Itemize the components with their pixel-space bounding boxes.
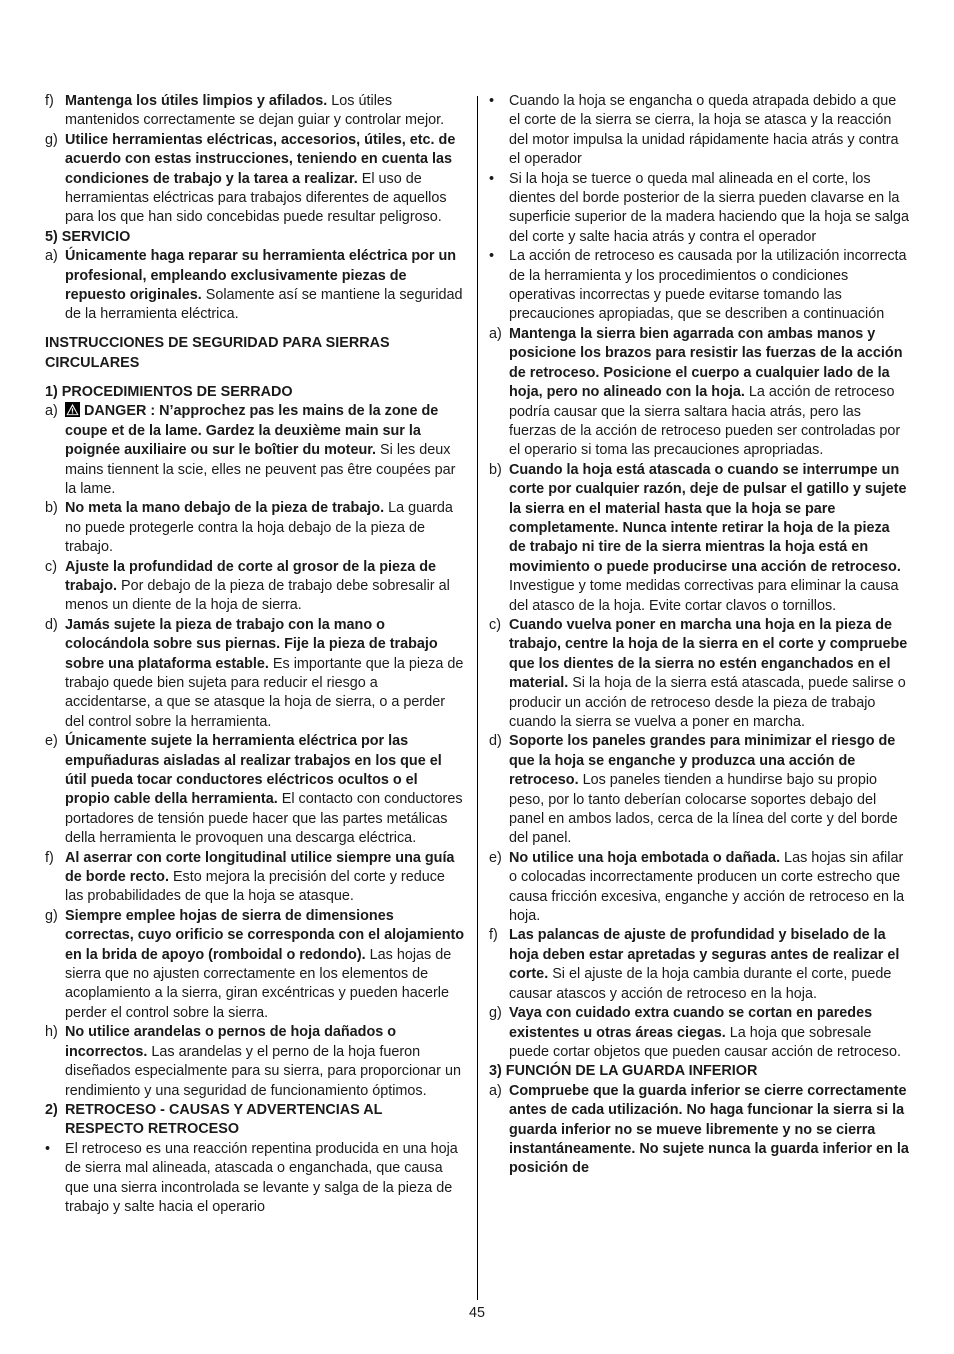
list-item: f) Las palancas de ajuste de profundidad y biselado de la hoja deben estar apretadas y seguras antes de realizar el corte. Si el ajuste de la hoja cambia durante el corte, puede causar atascos y acción de retroceso en la hoja. [489, 927, 900, 1002]
page-number: 45 [468, 1305, 485, 1321]
list-item: a) DANGER : N’approchez pas les mains de la zone de coupe et de la lame. Gardez la deuxième main sur la poignée auxiliaire ou sur le boîtier du moteur. Si les deux mains tiennent la scie, elles ne peuvent pas être coupées par la lame. [45, 403, 456, 497]
section-heading: 3) FUNCIÓN DE LA GUARDA INFERIOR [489, 1063, 758, 1080]
section-heading: 1) PROCEDIMIENTOS DE SERRADO [45, 383, 293, 400]
bullet-item: • Si la hoja se tuerce o queda mal alineada en el corte, los dientes del borde posterior de la sierra pueden clavarse en la superficie superior de la madera haciendo que la hoja se salga del corte y salte hacia atrás y contra el operador [489, 170, 909, 245]
right-column [489, 92, 910, 1179]
list-item: f) Mantenga los útiles limpios y afilados. Los útiles mantenidos correctamente se dejan guiar y controlar mejor. [45, 93, 445, 129]
bullet-item: • El retroceso es una reacción repentina producida en una hoja de sierra mal alineada, atascada o enganchada, que causa que una sierra incontrolada se levante y salga de la pieza de trabajo y salte hacia el operario [45, 1140, 458, 1215]
section-heading: 2) RETROCESO - CAUSAS Y ADVERTENCIAS AL RESPECTO RETROCESO [45, 1101, 383, 1138]
list-item: h) No utilice arandelas o pernos de hoja dañados o incorrectos. Las arandelas y el perno de la hoja fueron diseñados especialmente para su sierra, para proporcionar un rendimiento y una seguridad de funcionamiento óptimos. [45, 1024, 461, 1099]
list-item: d) Jamás sujete la pieza de trabajo con la mano o colocándola sobre sus piernas. Fije la pieza de trabajo sobre una plataforma estable. Es importante que la pieza de trabajo quede bien sujeta para reducir el riesgo a accidentarse, a que se atasque la hoja de sierra, o a perder del control sobre la herramienta. [45, 616, 464, 730]
list-item: c) Ajuste la profundidad de corte al grosor de la pieza de trabajo. Por debajo de la pieza de trabajo debe sobresalir al menos un diente de la hoja de sierra. [45, 558, 450, 614]
list-item: a) Mantenga la sierra bien agarrada con ambas manos y posicione los brazos para resistir las fuerzas de la acción de retroceso. Posicione el cuerpo a cualquier lado de la hoja, pero no alineado con la hoja. La acción de retroceso podría causar que la sierra saltara hacia atrás, pero las fuerzas de la acción de retroceso pueden ser controladas por el operario si toma las precauciones apropriadas. [489, 325, 903, 459]
list-item: f) Al aserrar con corte longitudinal utilice siempre una guía de borde recto. Esto mejora la precisión del corte y reduce las probabilidades de que la hoja se atasque. [45, 849, 455, 905]
list-item: g) Vaya con cuidado extra cuando se cortan en paredes existentes u otras áreas ciegas. La hoja que sobresale puede cortar objetos que pueden causar acción de retroceso. [489, 1005, 902, 1060]
list-item: b) No meta la mano debajo de la pieza de trabajo. La guarda no puede protegerle contra la hoja debajo de la pieza de trabajo. [45, 500, 453, 556]
list-item: b) Cuando la hoja está atascada o cuando se interrumpe un corte por cualquier razón, deje de pulsar el gatillo y sujete la sierra en el material hasta que la hoja se pare completamente. Nunca intente retirar la hoja de la pieza de trabajo ni tire de la sierra mientras la hoja está en movimiento o puede producirse una acción de retroceso. Investigue y tome medidas correctivas para eliminar la causa del atasco de la hoja. Evite cortar clavos o tornillos. [489, 461, 907, 614]
list-item: a) Compruebe que la guarda inferior se cierre correctamente antes de cada utilización. No haga funcionar la sierra si la guarda inferior no se mueve libremente y no se cierra instantáneamente. No sujete nunca la guarda inferior en la posición de [489, 1082, 909, 1177]
warning-triangle-icon [65, 402, 80, 417]
list-item: c) Cuando vuelva poner en marcha una hoja en la pieza de trabajo, centre la hoja de la sierra en el corte y compruebe que los dientes de la sierra no estén enganchados en el material. Si la hoja de la sierra está atascada, puede salirse o producir un acción de retroceso desde la pieza de trabajo cuando la sierra se vuelva a poner en marcha. [489, 616, 908, 730]
list-item: g) Utilice herramientas eléctricas, accesorios, útiles, etc. de acuerdo con estas instrucciones, teniendo en cuenta las condiciones de trabajo y la tarea a realizar. El uso de herramientas eléctricas para trabajos diferentes de aquellos para los que han sido concebidas puede resultar peligroso. [45, 131, 456, 226]
list-item: g) Siempre emplee hojas de sierra de dimensiones correctas, cuyo orificio se corresponda con el alojamiento en la brida de apoyo (romboidal o redondo). Las hojas de sierra que no ajusten correctamente en los elementos de acoplamiento a la sierra, giran excéntricas y pueden hacerle perder el control sobre la sierra. [45, 907, 465, 1021]
list-item: e) Únicamente sujete la herramienta eléctrica por las empuñaduras aisladas al realizar trabajos en los que el útil pueda tocar conductores eléctricos ocultos o el propio cable della herramienta. El contacto con conductores portadores de tensión puede hacer que las partes metálicas della herramienta le provoquen una descarga eléctrica. [45, 733, 463, 847]
section-heading: 5) SERVICIO [45, 228, 131, 245]
column-divider [477, 96, 478, 1300]
list-item: e) No utilice una hoja embotada o dañada. Las hojas sin afilar o colocadas incorrectamente producen un corte estrecho que causa fricción excesiva, enganche y acción de retroceso en la hoja. [489, 849, 905, 925]
left-column [45, 92, 465, 1217]
bullet-item: • Cuando la hoja se engancha o queda atrapada debido a que el corte de la sierra se cierra, la hoja se atasca y la reacción del motor impulsa la unidad rápidamente hacia atrás y contra el operador [489, 93, 899, 168]
section-heading: INSTRUCCIONES DE SEGURIDAD PARA SIERRAS CIRCULARES [45, 335, 390, 371]
bullet-item: • La acción de retroceso es causada por la utilización incorrecta de la herramienta y los procedimientos o condiciones operativas incorrectas y puede evitarse tomando las precauciones apropiadas, que se describen a continuación [489, 248, 907, 323]
list-item: d) Soporte los paneles grandes para minimizar el riesgo de que la hoja se enganche y produzca una acción de retroceso. Los paneles tienden a hundirse bajo su propio peso, por lo tanto deberían colocarse soportes debajo del panel en ambos lados, cerca de la línea del corte y del borde del panel. [489, 733, 898, 847]
list-item: a) Únicamente haga reparar su herramienta eléctrica por un profesional, empleando exclusivamente piezas de repuesto originales. Solamente así se mantiene la seguridad de la herramienta eléctrica. [45, 248, 463, 323]
